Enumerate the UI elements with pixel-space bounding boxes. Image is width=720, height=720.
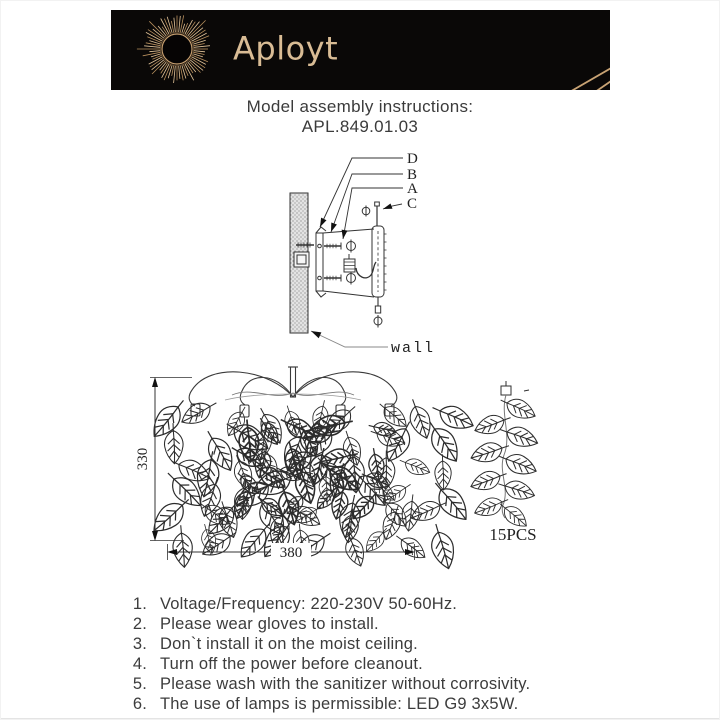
leader-lines xyxy=(311,158,403,347)
bottom-screw xyxy=(374,297,382,328)
instruction-item xyxy=(118,675,530,695)
instruction-text: Please wash with the sanitizer without corrosivity. xyxy=(160,674,531,693)
instruction-number: 6. xyxy=(132,694,147,713)
dimension-height xyxy=(135,377,192,541)
part-label-b: B xyxy=(407,167,418,183)
wall-label: wall xyxy=(391,340,436,357)
instruction-number: 3. xyxy=(132,634,147,653)
instruction-item xyxy=(118,615,530,635)
crystal-leaf-cluster xyxy=(146,394,477,572)
instruction-number: 1. xyxy=(132,595,147,613)
top-screw-c xyxy=(362,202,379,226)
model-number: APL.849.01.03 xyxy=(301,116,419,136)
instruction-number: 5. xyxy=(132,674,147,693)
instruction-item xyxy=(118,595,530,615)
fixture-backplate xyxy=(372,226,387,297)
instruction-number: 2. xyxy=(132,614,147,633)
leaf-strand xyxy=(468,381,541,544)
instruction-text: Turn off the power before cleanout. xyxy=(160,654,423,673)
part-label-c: C xyxy=(407,196,418,212)
parts-count-label: 15PCS xyxy=(489,525,537,544)
instruction-text: Please wear gloves to install. xyxy=(160,614,379,633)
brand-wordmark: Aployt xyxy=(233,29,339,68)
wire xyxy=(356,262,376,278)
wall-mount-diagram xyxy=(290,151,435,357)
instruction-number: 4. xyxy=(132,654,147,673)
instructions-list xyxy=(118,595,530,714)
page-title: Model assembly instructions: xyxy=(246,97,474,116)
dim-width-value: 380 xyxy=(279,545,303,561)
instruction-item xyxy=(118,695,530,715)
instruction-item xyxy=(118,655,530,675)
instruction-text: Voltage/Frequency: 220-230V 50-60Hz. xyxy=(160,595,458,613)
fixture-arms xyxy=(189,367,397,417)
fixture-front-view xyxy=(135,367,477,571)
instruction-text: The use of lamps is permissible: LED G9 3x5W. xyxy=(160,694,519,713)
terminal-block xyxy=(344,254,355,272)
instruction-item xyxy=(118,635,530,655)
instruction-text: Don`t install it on the moist ceiling. xyxy=(160,634,418,653)
mounting-bracket xyxy=(316,227,326,297)
part-label-d: D xyxy=(407,151,418,167)
dim-height-value: 330 xyxy=(135,447,151,471)
part-label-a: A xyxy=(407,181,418,197)
